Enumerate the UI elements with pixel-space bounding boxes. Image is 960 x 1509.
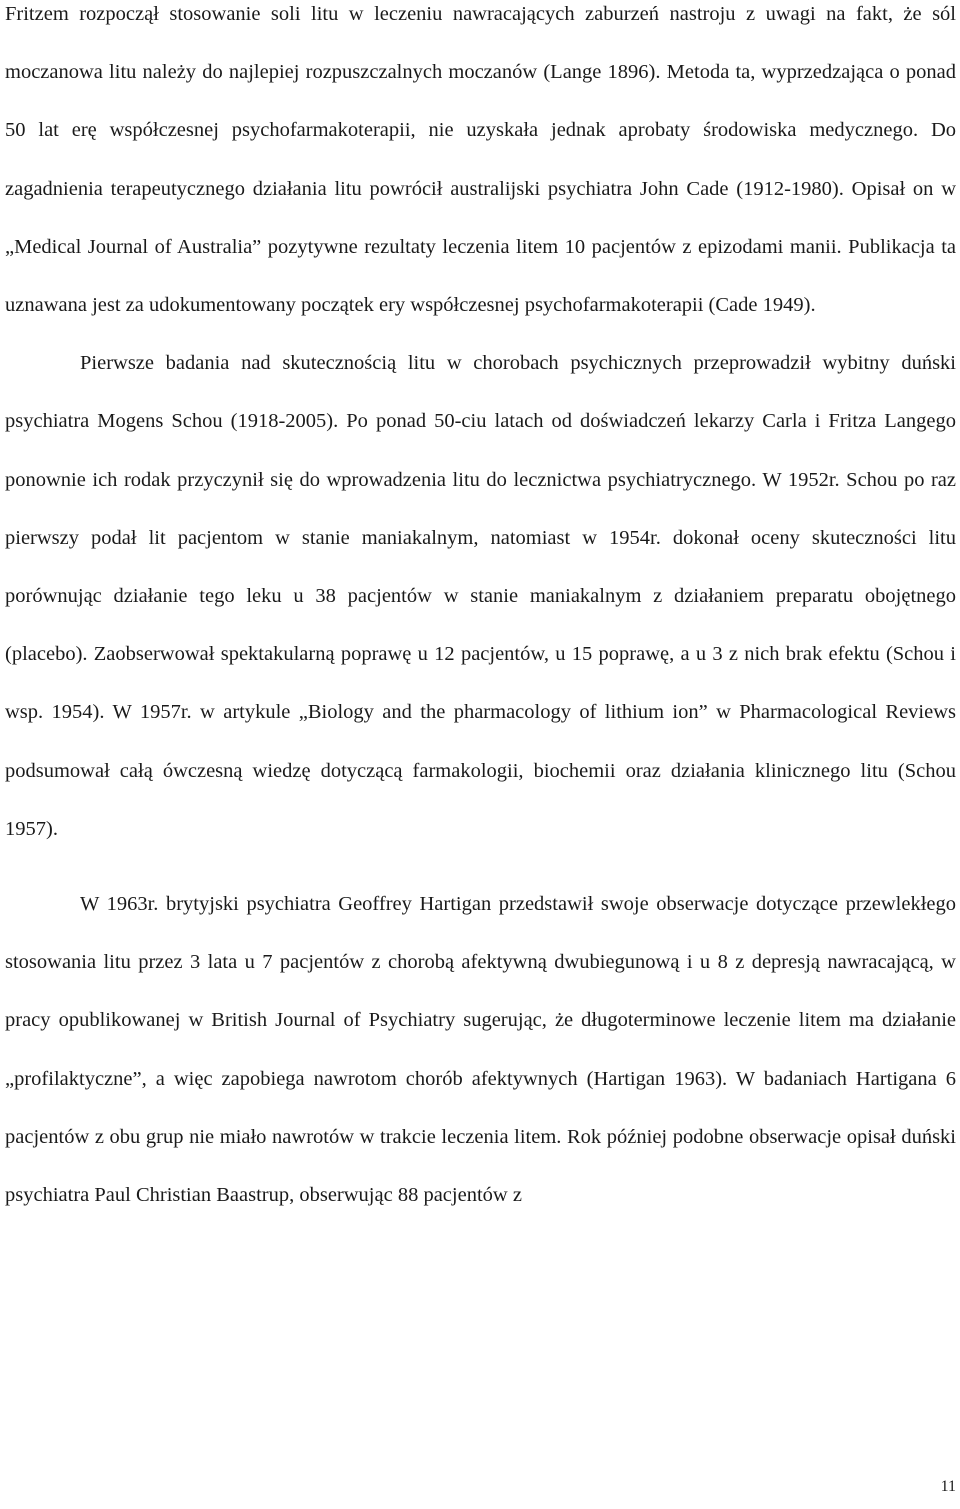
paragraph-hartigan: W 1963r. brytyjski psychiatra Geoffrey Hartigan przedstawił swoje obserwacje dotyczące przewlekłego stosowania litu przez 3 lata u 7 pacjentów z chorobą afektywną dwubiegunową i u 8 z depresją nawracającą, w pracy opublikowanej w British Journal of Psychiatry sugerując, że długoterminowe leczenie litem ma działanie „profilaktyczne”, a więc zapobiega nawrotom chorób afektywnych (Hartigan 1963). W badaniach Hartigana 6 pacjentów z obu grup nie miało nawrotów w trakcie leczenia litem. Rok później podobne obserwacje opisał duński psychiatra Paul Christian Baastrup, obserwując 88 pacjentów z [5,893,956,1207]
page-number: 11 [940,1478,956,1495]
paragraph-schou: Pierwsze badania nad skutecznością litu w chorobach psychicznych przeprowadził wybitny duński psychiatra Mogens Schou (1918-2005). Po ponad 50-ciu latach od doświadczeń lekarzy Carla i Fritza Langego ponownie ich rodak przyczynił się do wprowadzenia litu do lecznictwa psychiatrycznego. W 1952r. Schou po raz pierwszy podał lit pacjentom w stanie maniakalnym, natomiast w 1954r. dokonał oceny skuteczności litu porównując działanie tego leku u 38 pacjentów w stanie maniakalnym z działaniem preparatu obojętnego (placebo). Zaobserwował spektakularną poprawę u 12 pacjentów, u 15 poprawę, a u 3 z nich brak efektu (Schou i wsp. 1954). W 1957r. w artykule „Biology and the pharmacology of lithium ion” w Pharmacological Reviews podsumował całą ówczesną wiedzę dotyczącą farmakologii, biochemii oraz działania klinicznego litu (Schou 1957). [5,352,956,840]
paragraph-continued: Fritzem rozpoczął stosowanie soli litu w leczeniu nawracających zaburzeń nastroju z uwagi na fakt, że sól moczanowa litu należy do najlepiej rozpuszczalnych moczanów (Lange 1896). Metoda ta, wyprzedzająca o ponad 50 lat erę współczesnej psychofarmakoterapii, nie uzyskała jednak aprobaty środowiska medycznego. Do zagadnienia terapeutycznego działania litu powrócił australijski psychiatra John Cade (1912-1980). Opisał on w „Medical Journal of Australia” pozytywne rezultaty leczenia litem 10 pacjentów z epizodami manii. Publikacja ta uznawana jest za udokumentowany początek ery współczesnej psychofarmakoterapii (Cade 1949). [5,3,956,317]
body-text [5,0,956,1224]
